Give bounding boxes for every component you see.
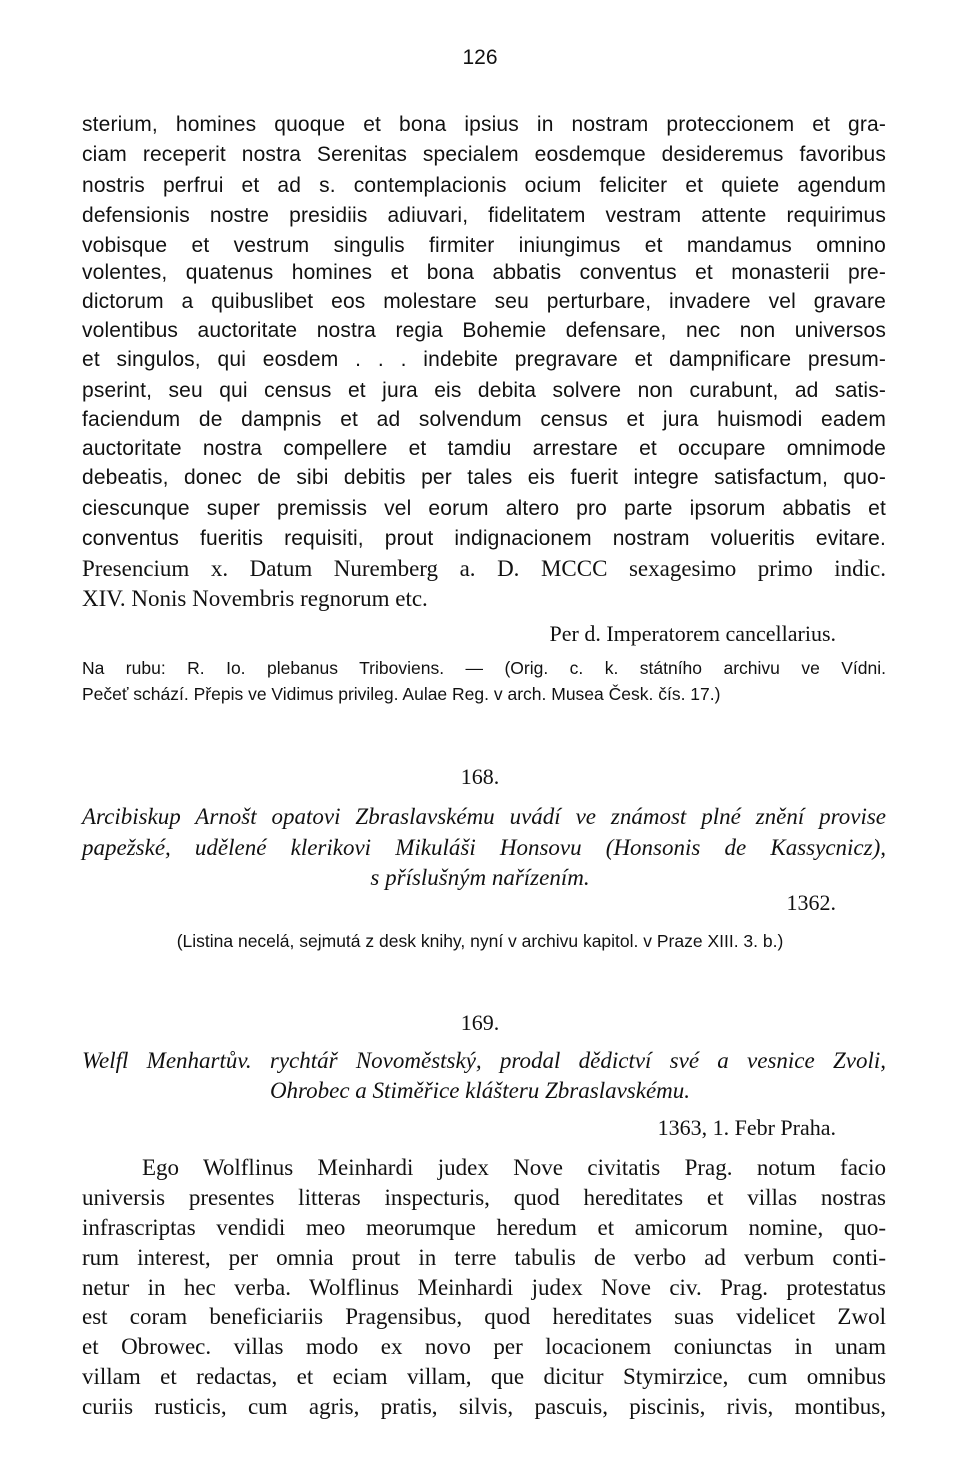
text-line: curiis rusticis, cum agris, pratis, silvis, pascuis, piscinis, rivis, montibus, xyxy=(82,1394,886,1419)
text-line: infrascriptas vendidi meo meorumque heredum et amicorum nomine, quo- xyxy=(82,1215,886,1240)
page-number: 126 xyxy=(462,46,498,69)
text-line: est coram beneficiariis Pragensibus, quod hereditates suas videlicet Zwol xyxy=(82,1304,886,1329)
text-line: et Obrowec. villas modo ex novo per locacionem coniunctas in unam xyxy=(82,1334,886,1359)
text-line: Ego Wolflinus Meinhardi judex Nove civitatis Prag. notum facio xyxy=(142,1155,886,1180)
text-line: faciendum de dampnis et ad solvendum census et jura huismodi eadem xyxy=(82,408,886,431)
document-title-line: Ohrobec a Stiměřice klášteru Zbraslavskému. xyxy=(269,1078,691,1103)
document-title-line: Arcibiskup Arnošt opatovi Zbraslavskému uvádí ve známost plné znění provise xyxy=(82,804,886,829)
source-note: (Listina necelá, sejmutá z desk knihy, nyní v archivu kapitol. v Praze XIII. 3. b.) xyxy=(176,931,784,951)
text-line: universis presentes litteras inspecturis, quod hereditates et villas nostras xyxy=(82,1185,886,1210)
text-line: XIV. Nonis Novembris regnorum etc. xyxy=(82,586,428,611)
text-line: nostris perfrui et ad s. contemplacionis ocium feliciter et quiete agendum xyxy=(82,174,886,197)
footnote-line: Pečeť schází. Přepis ve Vidimus privileg. Aulae Reg. v arch. Musea Česk. čís. 17.) xyxy=(82,684,721,704)
text-line: volentibus auctoritate nostra regia Bohemie defensare, nec non universos xyxy=(82,319,886,342)
document-number: 168. xyxy=(460,764,500,789)
text-line: debeatis, donec de sibi debitis per tales eis fuerit integre satisfactum, quo- xyxy=(82,466,886,489)
text-line: dictorum a quibuslibet eos molestare seu perturbare, invadere vel gravare xyxy=(82,290,886,313)
document-date: 1362. xyxy=(786,890,836,915)
text-line: sterium, homines quoque et bona ipsius in nostram proteccionem et gra- xyxy=(82,113,886,136)
text-line: volentes, quatenus homines et bona abbatis conventus et monasterii pre- xyxy=(82,261,886,284)
text-line: ciam receperit nostra Serenitas specialem eosdemque desideremus favoribus xyxy=(82,143,886,166)
document-number: 169. xyxy=(460,1010,500,1035)
signature-line: Per d. Imperatorem cancellarius. xyxy=(549,621,836,646)
text-line: ciescunque super premissis vel eorum altero pro parte ipsorum abbatis et xyxy=(82,497,886,520)
document-title-line: s příslušným nařízením. xyxy=(370,865,590,890)
document-date: 1363, 1. Febr Praha. xyxy=(657,1115,836,1140)
text-line: pserint, seu qui census et jura eis debita solvere non curabunt, ad satis- xyxy=(82,379,886,402)
text-line: rum interest, per omnia prout in terre tabulis de verbo ad verbum conti- xyxy=(82,1245,886,1270)
footnote-line: Na rubu: R. Io. plebanus Triboviens. — (Orig. c. k. státního archivu ve Vídni. xyxy=(82,658,886,678)
text-line: vobisque et vestrum singulis firmiter iniungimus et mandamus omnino xyxy=(82,234,886,257)
document-title-line: Welfl Menhartův. rychtář Novoměstský, prodal dědictví své a vesnice Zvoli, xyxy=(82,1048,886,1073)
text-line: defensionis nostre presidiis adiuvari, fidelitatem vestram attente requirimus xyxy=(82,204,886,227)
text-line: conventus fueritis requisiti, prout indignacionem nostram volueritis evitare. xyxy=(82,527,886,550)
text-line: et singulos, qui eosdem . . . indebite pregravare et dampnificare presum- xyxy=(82,348,886,371)
text-line: auctoritate nostra compellere et tamdiu arrestare et occupare omnimode xyxy=(82,437,886,460)
text-line: villam et redactas, et eciam villam, que dicitur Stymirzice, cum omnibus xyxy=(82,1364,886,1389)
document-title-line: papežské, udělené klerikovi Mikuláši Honsovu (Honsonis de Kassycnicz), xyxy=(82,835,886,860)
text-line: netur in hec verba. Wolflinus Meinhardi judex Nove civ. Prag. protestatus xyxy=(82,1275,886,1300)
text-line: Presencium x. Datum Nuremberg a. D. MCCC sexagesimo primo indic. xyxy=(82,556,886,581)
